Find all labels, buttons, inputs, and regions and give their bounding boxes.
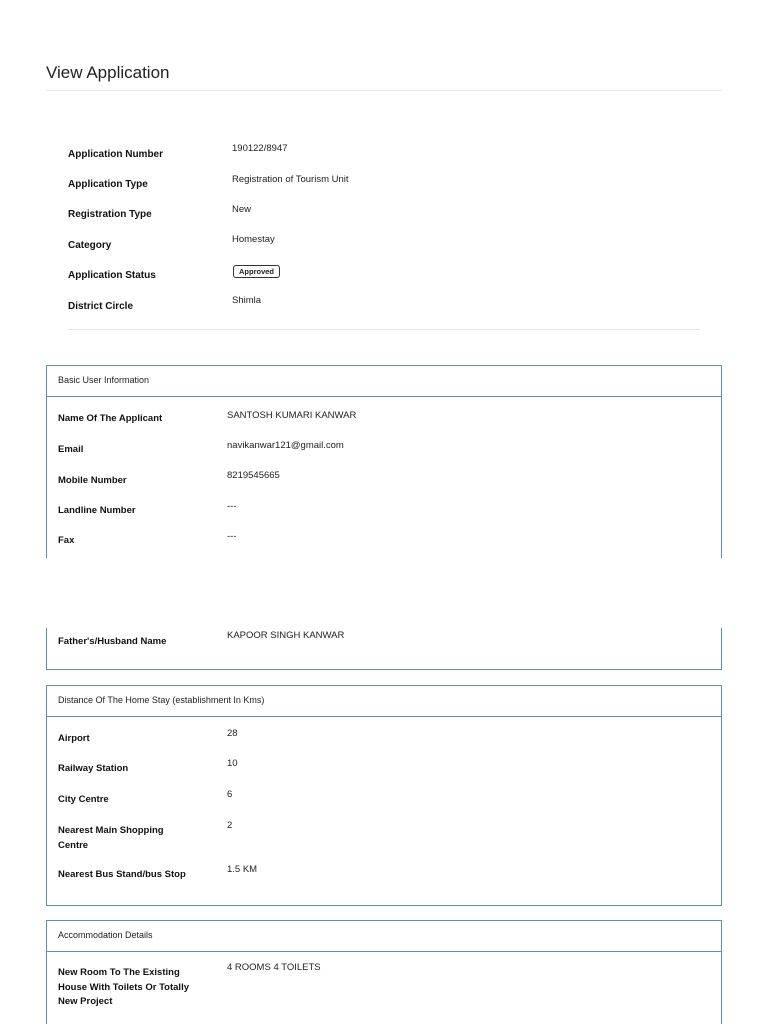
summary-value: Registration of Tourism Unit	[232, 174, 349, 185]
basic-user-panel-continued	[46, 628, 722, 670]
field-label: Father's/Husband Name	[58, 636, 167, 647]
field-label: Railway Station	[58, 763, 129, 774]
field-value: 6	[227, 789, 233, 800]
field-label: Email	[58, 444, 84, 455]
field-label: Landline Number	[58, 505, 136, 516]
field-value: 2	[227, 820, 233, 831]
field-value: 28	[227, 728, 238, 739]
field-value: 8219545665	[227, 470, 280, 481]
summary-value: Shimla	[232, 295, 262, 306]
field-label: Name Of The Applicant	[58, 413, 163, 424]
title-divider	[46, 90, 722, 91]
summary-value: New	[232, 204, 252, 215]
panel-heading: Distance Of The Home Stay (establishment In Kms)	[47, 686, 721, 717]
distance-panel	[46, 685, 722, 906]
field-label: Mobile Number	[58, 475, 127, 486]
field-value: KAPOOR SINGH KANWAR	[227, 630, 345, 641]
field-label: Nearest Bus Stand/bus Stop	[58, 869, 186, 880]
summary-divider	[68, 329, 700, 330]
summary-label: Registration Type	[68, 209, 152, 220]
field-label: New Room To The Existing House With Toilets Or Totally New Project	[58, 967, 189, 1007]
field-label: Fax	[58, 535, 75, 546]
field-value: ---	[227, 501, 237, 512]
panel-heading: Basic User Information	[47, 366, 721, 397]
summary-label: Application Number	[68, 149, 164, 160]
summary-label: District Circle	[68, 301, 134, 312]
status-badge: Approved	[233, 265, 280, 278]
field-value: 10	[227, 758, 238, 769]
field-value: ---	[227, 531, 237, 542]
summary-label: Application Status	[68, 270, 156, 281]
summary-value: Homestay	[232, 234, 275, 245]
field-label: City Centre	[58, 794, 109, 805]
field-label: Airport	[58, 733, 90, 744]
summary-label: Category	[68, 240, 112, 251]
summary-label: Application Type	[68, 179, 148, 190]
field-label: Nearest Main Shopping Centre	[58, 825, 164, 851]
page-title: View Application	[46, 63, 170, 82]
basic-user-panel	[46, 365, 722, 558]
field-value: navikanwar121@gmail.com	[227, 440, 344, 451]
summary-value: 190122/8947	[232, 143, 288, 154]
field-value: SANTOSH KUMARI KANWAR	[227, 410, 357, 421]
field-value: 4 ROOMS 4 TOILETS	[227, 962, 321, 973]
field-value: 1.5 KM	[227, 864, 258, 875]
accommodation-panel	[46, 920, 722, 1024]
panel-heading: Accommodation Details	[47, 921, 721, 952]
